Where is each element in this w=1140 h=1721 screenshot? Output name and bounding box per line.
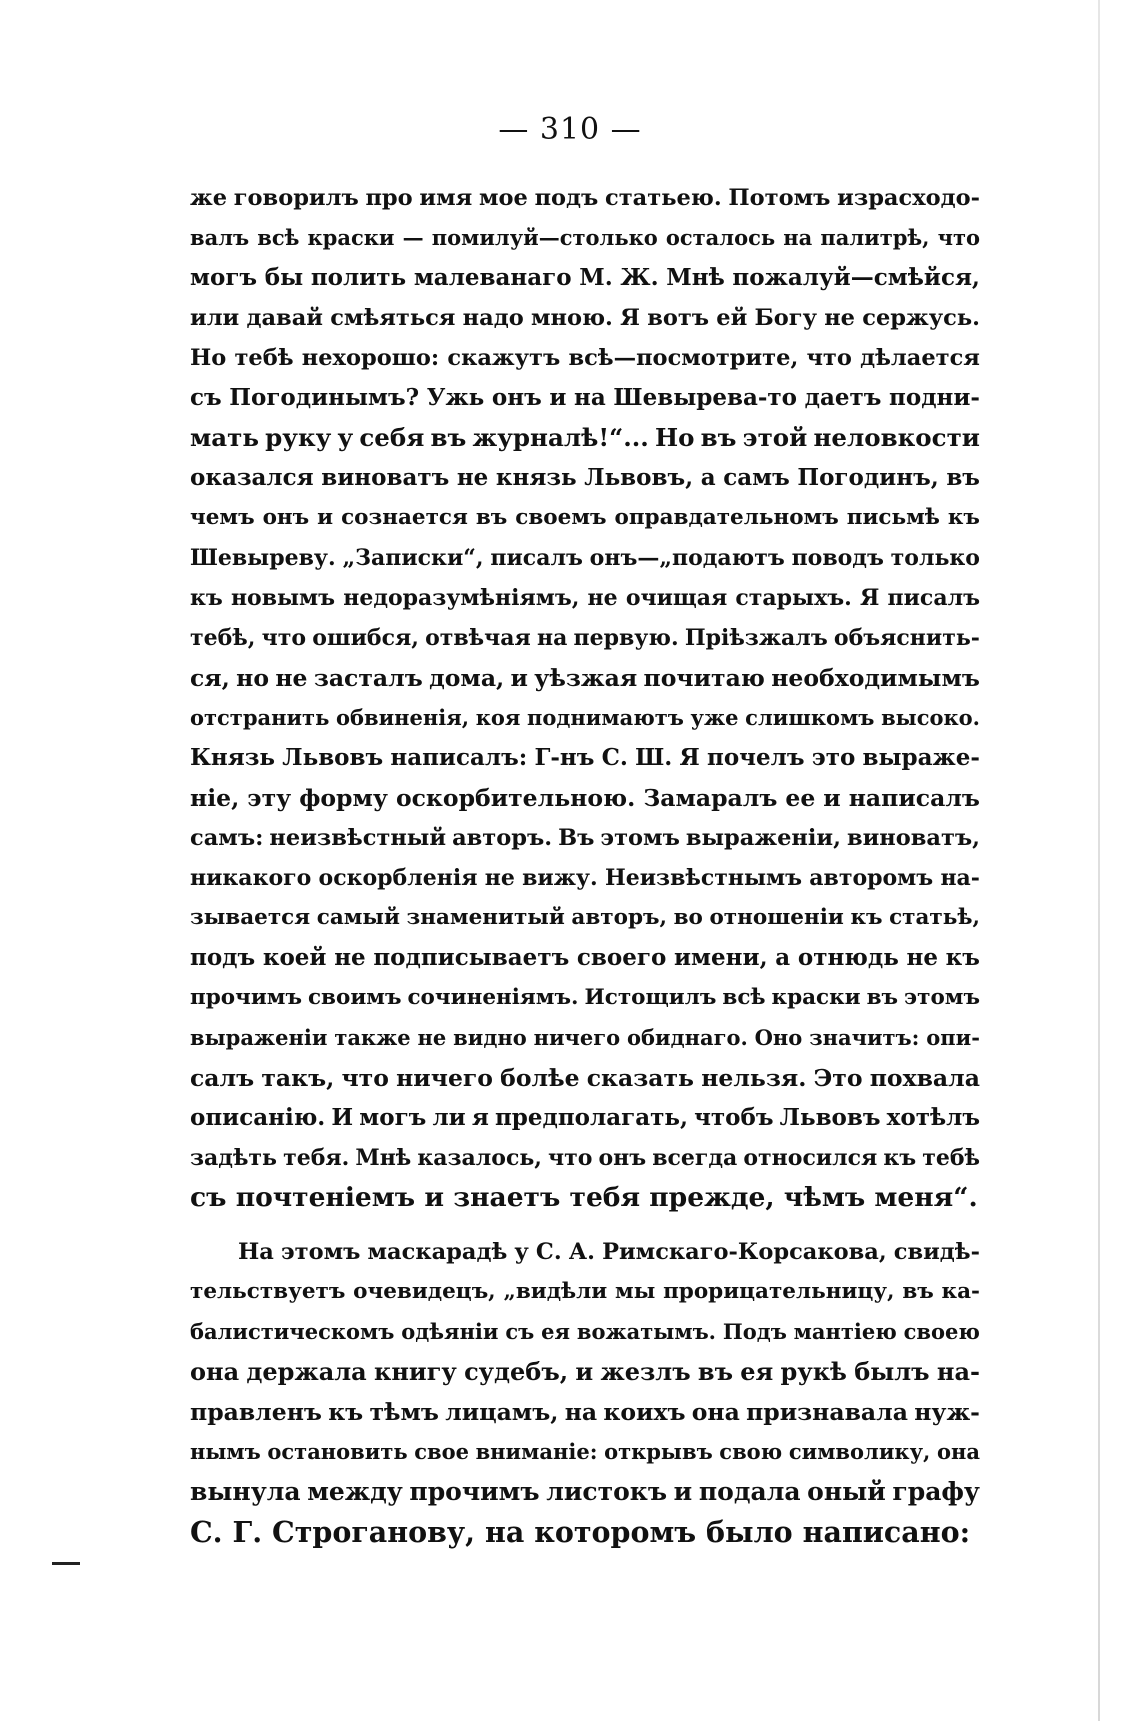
text-line: ніе, эту форму оскорбительною. Замаралъ ее и написалъ: [190, 784, 980, 812]
text-line: зывается самый знаменитый авторъ, во отношеніи къ статьѣ,: [190, 905, 980, 930]
text-line: съ Погодинымъ? Ужь онъ и на Шевырева-то даетъ подни-: [190, 384, 980, 411]
text-line: подъ коей не подписываетъ своего имени, а отнюдь не къ: [190, 944, 980, 971]
body-text: [190, 178, 980, 1552]
text-line: Князь Львовъ написалъ: Г-нъ С. Ш. Я почелъ это выраже-: [190, 744, 980, 771]
text-line: или давай смѣяться надо мною. Я вотъ ей Богу не сержусь.: [190, 305, 980, 331]
page-number: — 310 —: [498, 112, 642, 147]
margin-dash-mark: [52, 1562, 80, 1565]
page-edge-shadow: [1098, 0, 1100, 1721]
text-line: съ почтеніемъ и знаетъ тебя прежде, чѣмъ меня“.: [190, 1182, 978, 1213]
text-line: выраженіи также не видно ничего обиднаго. Оно значитъ: опи-: [190, 1025, 980, 1050]
text-line: никакого оскорбленія не вижу. Неизвѣстнымъ авторомъ на-: [190, 865, 980, 891]
text-line: оказался виноватъ не князь Львовъ, а самъ Погодинъ, въ: [190, 464, 980, 491]
text-line: нымъ остановить свое вниманіе: открывъ свою символику, она: [190, 1439, 980, 1464]
text-line: Но тебѣ нехорошо: скажутъ всѣ—посмотрите, что дѣлается: [190, 345, 980, 371]
text-line: ся, но не засталъ дома, и уѣзжая почитаю необходимымъ: [190, 664, 980, 692]
text-line: валъ всѣ краски — помилуй—столько осталось на палитрѣ, что: [190, 225, 980, 250]
text-line: тебѣ, что ошибся, отвѣчая на первую. Пріѣзжалъ объяснить-: [190, 625, 980, 651]
text-line: задѣть тебя. Мнѣ казалось, что онъ всегда относился къ тебѣ: [190, 1145, 980, 1171]
text-line: могъ бы полить малеванаго М. Ж. Мнѣ пожалуй—смѣйся,: [190, 264, 980, 291]
text-line: салъ такъ, что ничего болѣе сказать нельзя. Это похвала: [190, 1064, 980, 1092]
text-line: правленъ къ тѣмъ лицамъ, на коихъ она признавала нуж-: [190, 1398, 980, 1426]
text-line: къ новымъ недоразумѣніямъ, не очищая старыхъ. Я писалъ: [190, 585, 980, 611]
text-line: чемъ онъ и сознается въ своемъ оправдательномъ письмѣ къ: [190, 505, 980, 530]
text-line: тельствуетъ очевидецъ, „видѣли мы прорицательницу, въ ка-: [190, 1279, 980, 1304]
text-line: мать руку у себя въ журналѣ!“... Но въ этой неловкости: [190, 423, 980, 452]
text-line: вынула между прочимъ листокъ и подала оный графу: [190, 1477, 980, 1506]
text-line: она держала книгу судебъ, и жезлъ въ ея рукѣ былъ на-: [190, 1357, 980, 1386]
text-line: отстранить обвиненія, коя поднимаютъ уже слишкомъ высоко.: [190, 705, 980, 730]
text-line: балистическомъ одѣяніи съ ея вожатымъ. Подъ мантіею своею: [190, 1319, 980, 1344]
text-line: С. Г. Строганову, на которомъ было написано:: [190, 1515, 971, 1549]
text-line: описанію. И могъ ли я предполагать, чтобъ Львовъ хотѣлъ: [190, 1104, 980, 1131]
text-line: На этомъ маскарадѣ у С. А. Римскаго-Корсакова, свидѣ-: [238, 1239, 980, 1265]
text-line: Шевыреву. „Записки“, писалъ онъ—„подаютъ поводъ только: [190, 545, 980, 571]
text-line: же говорилъ про имя мое подъ статьею. Потомъ израсходо-: [190, 185, 980, 211]
text-line: самъ: неизвѣстный авторъ. Въ этомъ выраженіи, виноватъ,: [190, 825, 980, 851]
text-line: прочимъ своимъ сочиненіямъ. Истощилъ всѣ краски въ этомъ: [190, 985, 980, 1010]
